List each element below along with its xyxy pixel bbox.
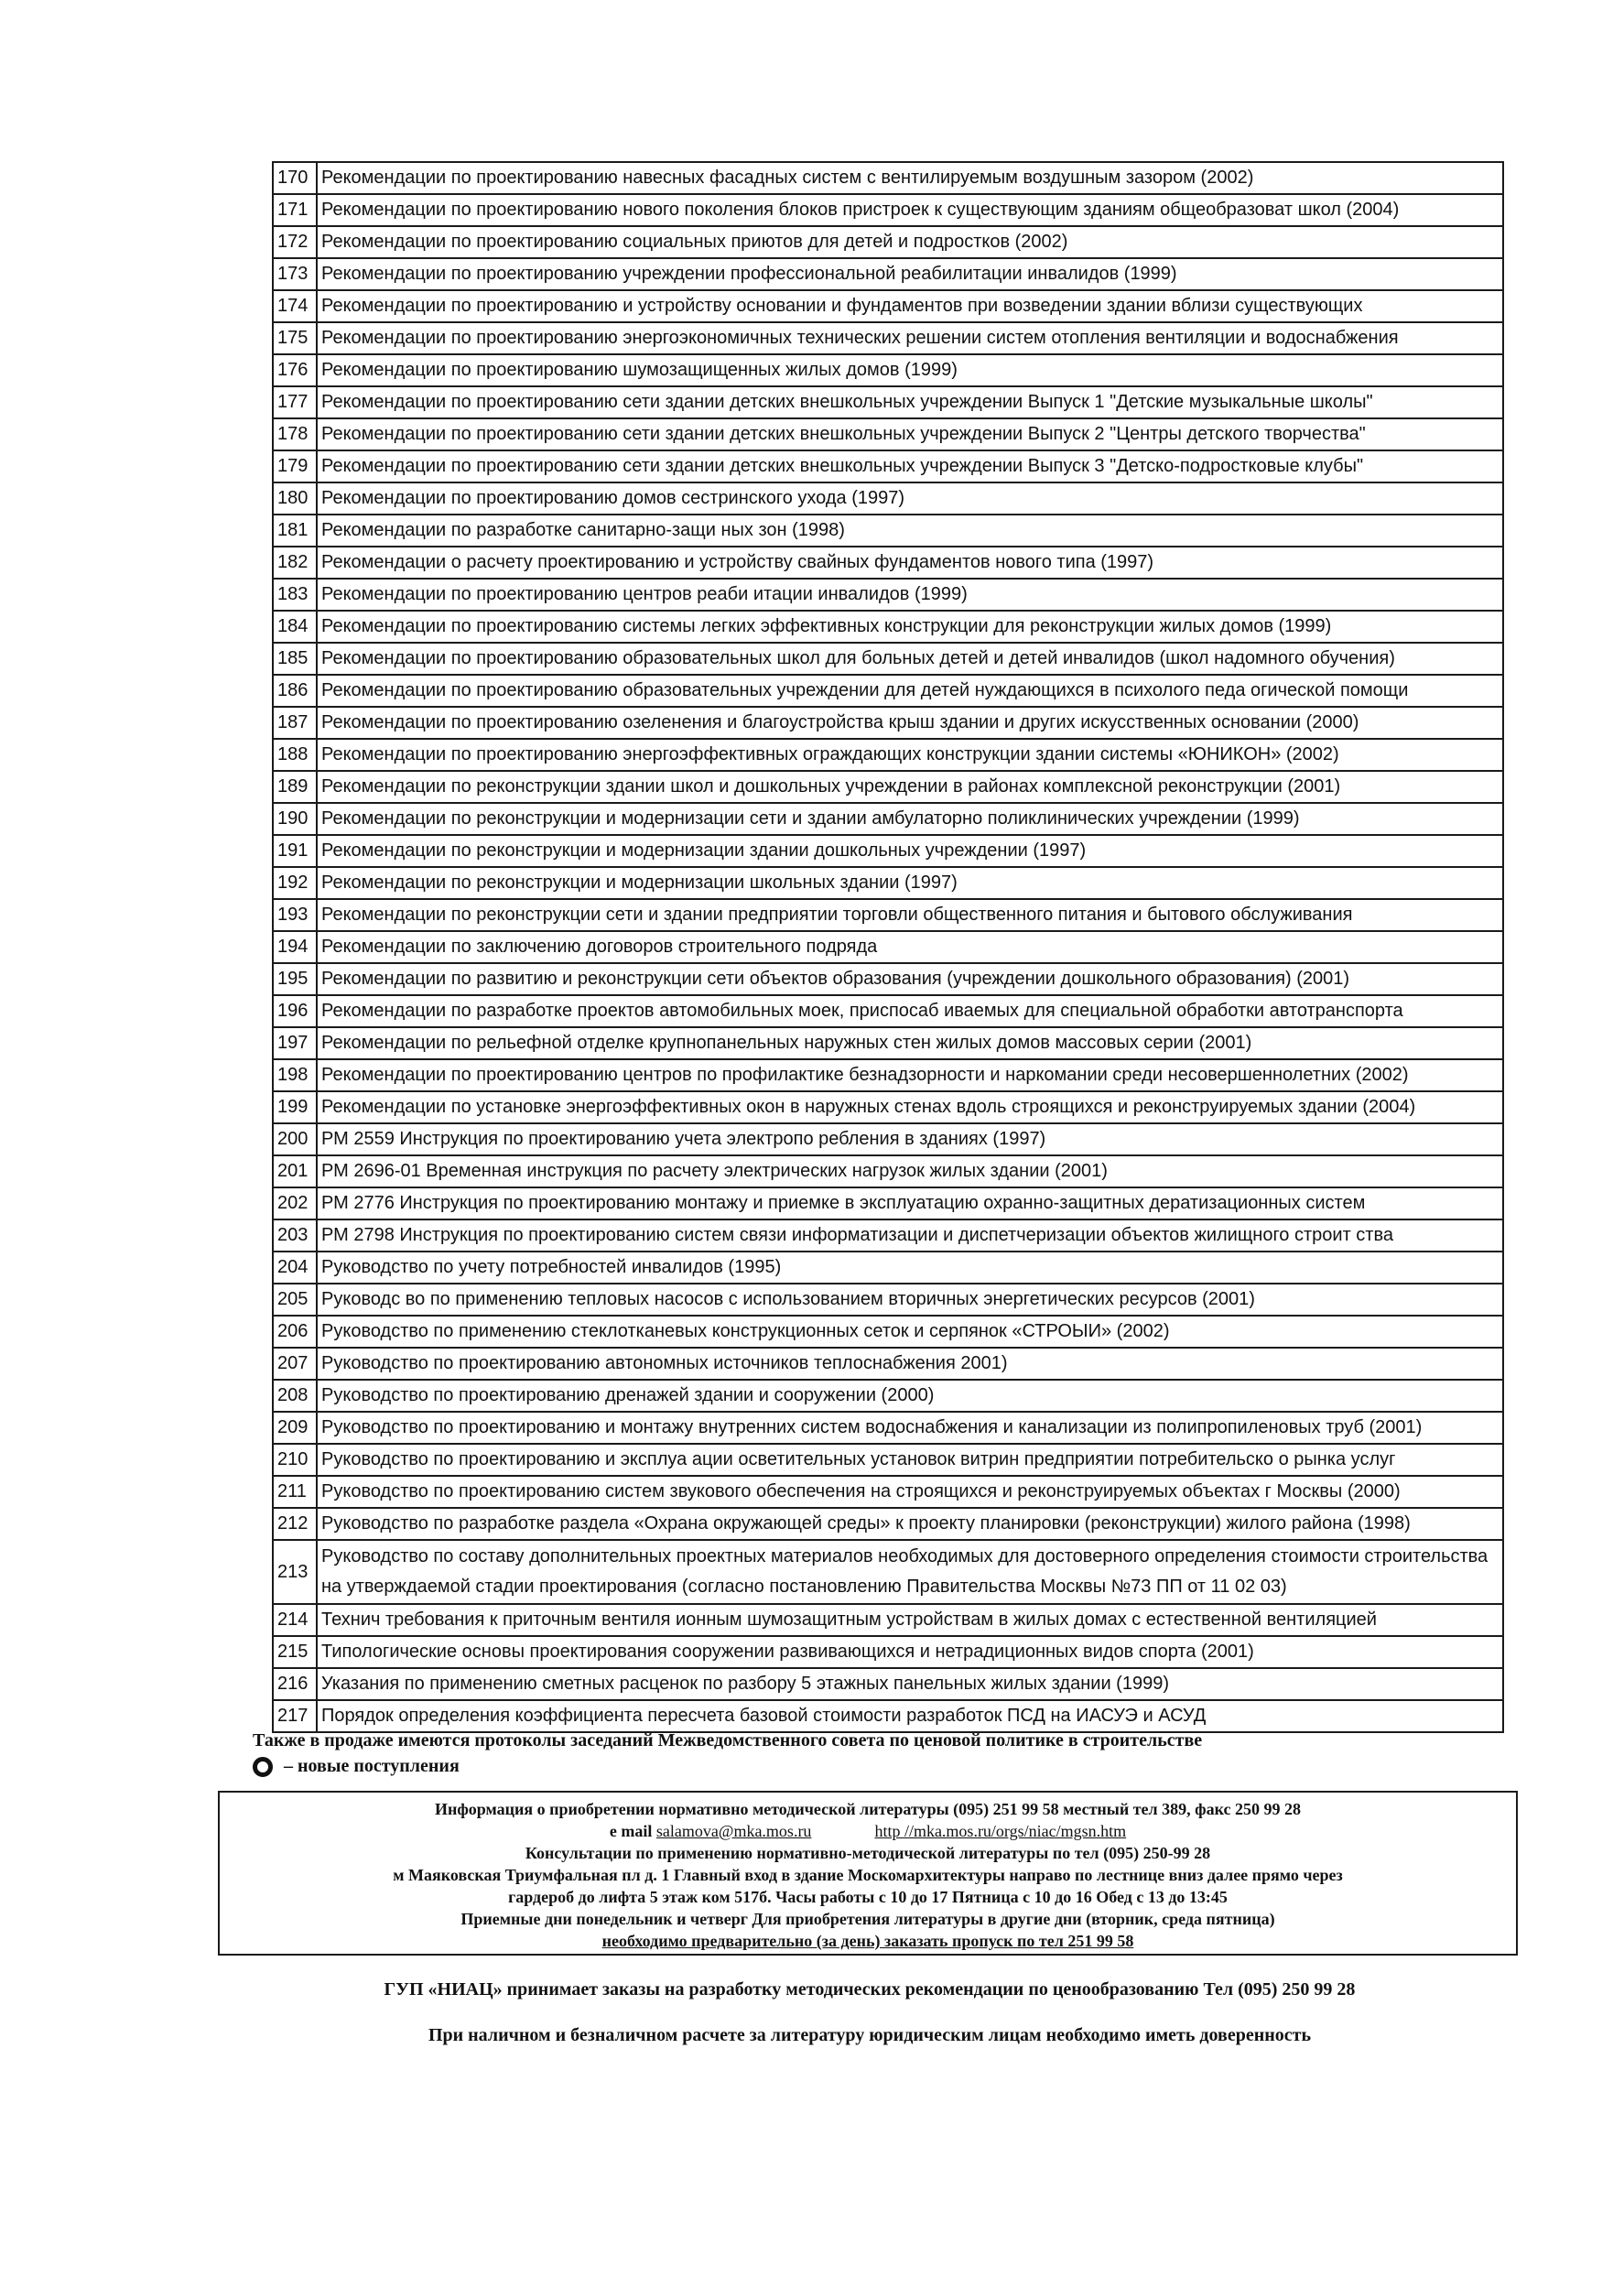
row-title: РМ 2559 Инструкция по проектированию учета электропо ребления в зданиях (1997) (317, 1123, 1503, 1155)
publication-list-table (272, 161, 1504, 1733)
row-number: 206 (273, 1316, 317, 1348)
row-title: Рекомендации по проектированию навесных фасадных систем с вентилируемым воздушным зазором (2002) (317, 162, 1503, 194)
protocols-note: Также в продаже имеются протоколы заседаний Межведомственного совета по ценовой политике в строительстве (253, 1730, 1203, 1750)
row-title: Рекомендации по проектированию учреждении профессиональной реабилитации инвалидов (1999) (317, 258, 1503, 290)
table-row (273, 1476, 1503, 1508)
table-row (273, 1187, 1503, 1219)
row-number: 170 (273, 162, 317, 194)
table-row (273, 386, 1503, 418)
row-number: 191 (273, 835, 317, 867)
row-number: 199 (273, 1091, 317, 1123)
table-row (273, 1091, 1503, 1123)
row-title: Рекомендации по проектированию центров реаби итации инвалидов (1999) (317, 579, 1503, 611)
row-title: Рекомендации по проектированию системы легких эффективных конструкции для реконструкции жилых домов (1999) (317, 611, 1503, 643)
table-row (273, 515, 1503, 547)
row-number: 190 (273, 803, 317, 835)
row-title: Рекомендации по проектированию центров по профилактике безнадзорности и наркомании среди несовершеннолетних (2002) (317, 1059, 1503, 1091)
row-number: 175 (273, 322, 317, 354)
row-title: Рекомендации по заключению договоров строительного подряда (317, 931, 1503, 963)
row-title: Руководство по проектированию автономных источников теплоснабжения 2001) (317, 1348, 1503, 1380)
table-row (273, 867, 1503, 899)
row-number: 216 (273, 1668, 317, 1700)
row-number: 214 (273, 1604, 317, 1636)
row-number: 172 (273, 226, 317, 258)
info-contacts (220, 1820, 1516, 1842)
row-number: 188 (273, 739, 317, 771)
row-number: 189 (273, 771, 317, 803)
table-row (273, 1636, 1503, 1668)
row-number: 183 (273, 579, 317, 611)
info-phones: Информация о приобретении нормативно методической литературы (095) 251 99 58 местный тел 389, факс 250 99 28 (434, 1800, 1302, 1818)
row-title: Порядок определения коэффициента пересчета базовой стоимости разработок ПСД на ИАСУЭ и АСУД (317, 1700, 1503, 1732)
table-row (273, 899, 1503, 931)
row-title: Рекомендации по проектированию сети здании детских внешкольных учреждении Выпуск 2 "Центры детского творчества" (317, 418, 1503, 450)
row-number: 192 (273, 867, 317, 899)
table-row (273, 707, 1503, 739)
row-title: Рекомендации по проектированию озеленения и благоустройства крыш здании и других искусственных основании (2000) (317, 707, 1503, 739)
row-number: 198 (273, 1059, 317, 1091)
row-number: 174 (273, 290, 317, 322)
row-title: Руководс во по применению тепловых насосов с использованием вторичных энергетических ресурсов (2001) (317, 1284, 1503, 1316)
table-row (273, 290, 1503, 322)
row-title: Руководство по разработке раздела «Охрана окружающей среды» к проекту планировки (реконструкции) жилого района (1998) (317, 1508, 1503, 1540)
table-row (273, 1284, 1503, 1316)
table-row (273, 771, 1503, 803)
row-title: Рекомендации по реконструкции и модернизации сети и здании амбулаторно поликлинических учреждении (1999) (317, 803, 1503, 835)
table-row (273, 450, 1503, 482)
table-row (273, 611, 1503, 643)
row-title: РМ 2798 Инструкция по проектированию систем связи информатизации и диспетчеризации объектов жилищного строит ства (317, 1219, 1503, 1252)
row-number: 209 (273, 1412, 317, 1444)
row-title: Рекомендации по проектированию шумозащищенных жилых домов (1999) (317, 354, 1503, 386)
table-row (273, 258, 1503, 290)
row-number: 203 (273, 1219, 317, 1252)
table-row (273, 963, 1503, 995)
row-title: Технич требования к приточным вентиля ионным шумозащитным устройствам в жилых домах с естественной вентиляцией (317, 1604, 1503, 1636)
email-label: e mail (609, 1822, 653, 1840)
info-reception-days: Приемные дни понедельник и четверг Для приобретения литературы в другие дни (вторник, среда пятница) (460, 1910, 1275, 1928)
table-row (273, 1316, 1503, 1348)
row-number: 179 (273, 450, 317, 482)
table-row (273, 1444, 1503, 1476)
row-title: РМ 2776 Инструкция по проектированию монтажу и приемке в эксплуатацию охранно-защитных дератизационных систем (317, 1187, 1503, 1219)
row-number: 211 (273, 1476, 317, 1508)
table-row (273, 675, 1503, 707)
row-number: 180 (273, 482, 317, 515)
purchase-info-box (218, 1791, 1518, 1956)
row-number: 205 (273, 1284, 317, 1316)
info-hours: гардероб до лифта 5 этаж ком 517б. Часы работы с 10 до 17 Пятница с 10 до 16 Обед с 13 до 13:45 (508, 1888, 1228, 1906)
info-consultations: Консультации по применению нормативно-методической литературы по тел (095) 250-99 28 (525, 1844, 1211, 1862)
table-row (273, 418, 1503, 450)
row-title: Руководство по применению стеклотканевых конструкционных сеток и серпянок «СТРОЫИ» (2002) (317, 1316, 1503, 1348)
new-item-circle-icon (253, 1757, 273, 1777)
row-number: 171 (273, 194, 317, 226)
table-row (273, 643, 1503, 675)
row-number: 186 (273, 675, 317, 707)
row-number: 193 (273, 899, 317, 931)
row-number: 173 (273, 258, 317, 290)
row-number: 210 (273, 1444, 317, 1476)
row-title: Рекомендации по проектированию социальных приютов для детей и подростков (2002) (317, 226, 1503, 258)
row-title: Рекомендации по проектированию образовательных учреждении для детей нуждающихся в психолого педа огической помощи (317, 675, 1503, 707)
row-number: 217 (273, 1700, 317, 1732)
table-row (273, 1123, 1503, 1155)
order-note: ГУП «НИАЦ» принимает заказы на разработку методических рекомендации по ценообразованию Тел (095) 250 99 28 (384, 1979, 1356, 2000)
table-row (273, 931, 1503, 963)
row-number: 207 (273, 1348, 317, 1380)
table-row (273, 1604, 1503, 1636)
table-row (273, 1348, 1503, 1380)
row-number: 195 (273, 963, 317, 995)
row-title: Рекомендации по проектированию энергоэффективных ограждающих конструкции здании системы «ЮНИКОН» (2002) (317, 739, 1503, 771)
row-title: Рекомендации по проектированию образовательных школ для больных детей и детей инвалидов (школ надомного обучения) (317, 643, 1503, 675)
row-title: Рекомендации по разработке санитарно-защи ных зон (1998) (317, 515, 1503, 547)
row-number: 177 (273, 386, 317, 418)
table-row (273, 1508, 1503, 1540)
row-title: Рекомендации по реконструкции здании школ и дошкольных учреждении в районах комплексной реконструкции (2001) (317, 771, 1503, 803)
row-number: 215 (273, 1636, 317, 1668)
row-title: Рекомендации по реконструкции и модернизации здании дошкольных учреждении (1997) (317, 835, 1503, 867)
row-title: Рекомендации по проектированию сети здании детских внешкольных учреждении Выпуск 1 "Детские музыкальные школы" (317, 386, 1503, 418)
info-address: м Маяковская Триумфальная пл д. 1 Главный вход в здание Москомархитектуры направо по лестнице вниз далее прямо через (393, 1866, 1343, 1884)
table-row (273, 1412, 1503, 1444)
row-number: 202 (273, 1187, 317, 1219)
row-number: 204 (273, 1252, 317, 1284)
row-title: Рекомендации по проектированию и устройству основании и фундаментов при возведении здании вблизи существующих (317, 290, 1503, 322)
row-number: 212 (273, 1508, 317, 1540)
row-number: 185 (273, 643, 317, 675)
row-title: Рекомендации по установке энергоэффективных окон в наружных стенах вдоль строящихся и реконструируемых здании (2004) (317, 1091, 1503, 1123)
info-pass: необходимо предварительно (за день) заказать пропуск по тел 251 99 58 (601, 1932, 1134, 1950)
row-number: 197 (273, 1027, 317, 1059)
table-row (273, 1059, 1503, 1091)
row-number: 184 (273, 611, 317, 643)
row-number: 208 (273, 1380, 317, 1412)
row-number: 213 (273, 1540, 317, 1604)
row-number: 196 (273, 995, 317, 1027)
table-row (273, 579, 1503, 611)
row-title: РМ 2696-01 Временная инструкция по расчету электрических нагрузок жилых здании (2001) (317, 1155, 1503, 1187)
table-row (273, 482, 1503, 515)
table-row (273, 995, 1503, 1027)
row-title: Рекомендации по развитию и реконструкции сети объектов образования (учреждении дошкольного образования) (2001) (317, 963, 1503, 995)
row-title: Руководство по учету потребностей инвалидов (1995) (317, 1252, 1503, 1284)
row-title: Рекомендации по реконструкции сети и здании предприятии торговли общественного питания и бытового обслуживания (317, 899, 1503, 931)
row-title: Руководство по проектированию дренажей здании и сооружении (2000) (317, 1380, 1503, 1412)
table-row (273, 739, 1503, 771)
table-row (273, 835, 1503, 867)
row-title: Рекомендации по проектированию энергоэкономичных технических решении систем отопления вентиляции и водоснабжения (317, 322, 1503, 354)
table-row (273, 226, 1503, 258)
row-title: Руководство по проектированию систем звукового обеспечения на строящихся и реконструируемых объектах г Москвы (2000) (317, 1476, 1503, 1508)
table-row (273, 354, 1503, 386)
row-title: Рекомендации по проектированию нового поколения блоков пристроек к существующим зданиям общеобразоват школ (2004) (317, 194, 1503, 226)
row-title: Рекомендации по проектированию домов сестринского ухода (1997) (317, 482, 1503, 515)
table-row (273, 1700, 1503, 1732)
table-row (273, 1380, 1503, 1412)
row-title: Рекомендации по проектированию сети здании детских внешкольных учреждении Выпуск 3 "Детско-подростковые клубы" (317, 450, 1503, 482)
table-row (273, 1219, 1503, 1252)
row-title: Рекомендации по реконструкции и модернизации школьных здании (1997) (317, 867, 1503, 899)
new-items-legend-text: – новые поступления (284, 1756, 460, 1776)
website-link[interactable]: http //mka.mos.ru/orgs/niac/mgsn.htm (874, 1822, 1127, 1840)
row-title: Рекомендации о расчету проектированию и устройству свайных фундаментов нового типа (1997) (317, 547, 1503, 579)
row-title: Руководство по составу дополнительных проектных материалов необходимых для достоверного определения стоимости строительства на утверждаемой стадии проектирования (согласно постановлению Правительства Москвы №73 ПП от 11 02 03) (317, 1540, 1503, 1604)
row-number: 178 (273, 418, 317, 450)
table-row (273, 322, 1503, 354)
row-number: 182 (273, 547, 317, 579)
row-number: 201 (273, 1155, 317, 1187)
row-title: Рекомендации по разработке проектов автомобильных моек, приспосаб иваемых для специальной обработки автотранспорта (317, 995, 1503, 1027)
table-row (273, 547, 1503, 579)
table-row (273, 1027, 1503, 1059)
row-title: Руководство по проектированию и монтажу внутренних систем водоснабжения и канализации из полипропиленовых труб (2001) (317, 1412, 1503, 1444)
row-number: 200 (273, 1123, 317, 1155)
email-link[interactable]: salamova@mka.mos.ru (655, 1822, 812, 1840)
table-row (273, 162, 1503, 194)
table-row (273, 803, 1503, 835)
table-row (273, 1155, 1503, 1187)
table-row (273, 194, 1503, 226)
payment-note: При наличном и безналичном расчете за литературу юридическим лицам необходимо иметь доверенность (428, 2025, 1312, 2045)
row-number: 194 (273, 931, 317, 963)
row-title: Рекомендации по рельефной отделке крупнопанельных наружных стен жилых домов массовых серии (2001) (317, 1027, 1503, 1059)
row-number: 176 (273, 354, 317, 386)
table-row (273, 1540, 1503, 1604)
row-number: 181 (273, 515, 317, 547)
row-title: Типологические основы проектирования сооружении развивающихся и нетрадиционных видов спорта (2001) (317, 1636, 1503, 1668)
table-row (273, 1668, 1503, 1700)
new-items-legend (253, 1756, 1516, 1777)
row-title: Руководство по проектированию и эксплуа ации осветительных установок витрин предприятии потребительско о рынка услуг (317, 1444, 1503, 1476)
row-title: Указания по применению сметных расценок по разбору 5 этажных панельных жилых здании (1999) (317, 1668, 1503, 1700)
row-number: 187 (273, 707, 317, 739)
table-row (273, 1252, 1503, 1284)
